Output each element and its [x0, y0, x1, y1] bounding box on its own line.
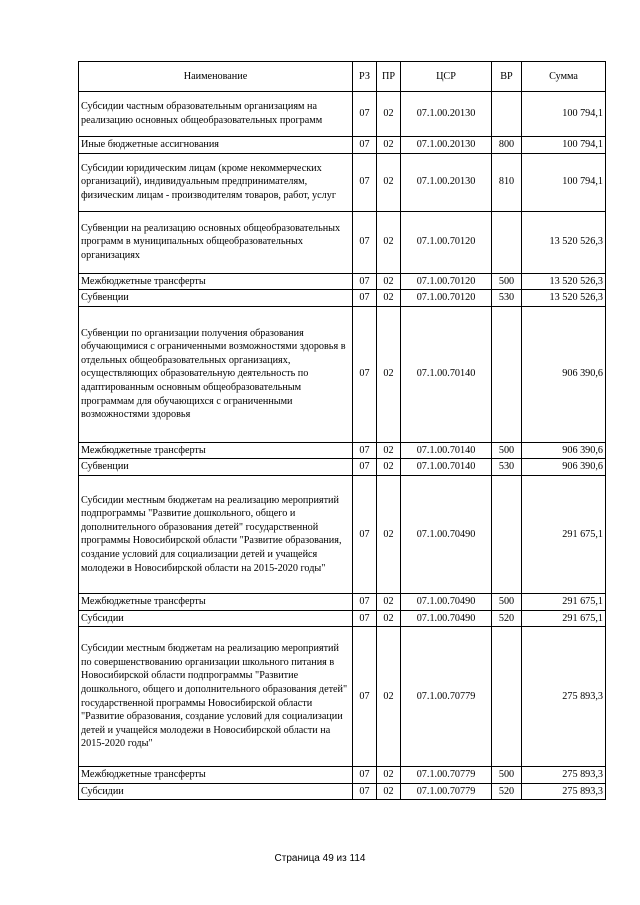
cell-pr: 02 — [377, 137, 401, 154]
table-row — [79, 767, 606, 784]
table-row — [79, 442, 606, 459]
cell-name: Субсидии частным образовательным организациям на реализацию основных общеобразовательных программ — [79, 92, 353, 137]
cell-vr: 810 — [492, 153, 522, 211]
cell-csr: 07.1.00.70490 — [401, 593, 492, 610]
cell-rz: 07 — [353, 211, 377, 273]
cell-pr: 02 — [377, 475, 401, 593]
cell-name: Межбюджетные трансферты — [79, 767, 353, 784]
cell-pr: 02 — [377, 783, 401, 800]
cell-sum: 100 794,1 — [522, 153, 606, 211]
cell-pr: 02 — [377, 92, 401, 137]
cell-csr: 07.1.00.70779 — [401, 767, 492, 784]
cell-csr: 07.1.00.70140 — [401, 459, 492, 476]
header-sum: Сумма — [522, 62, 606, 92]
cell-vr: 500 — [492, 273, 522, 290]
cell-name: Субсидии — [79, 783, 353, 800]
cell-rz: 07 — [353, 92, 377, 137]
cell-pr: 02 — [377, 153, 401, 211]
cell-name: Межбюджетные трансферты — [79, 442, 353, 459]
cell-name: Иные бюджетные ассигнования — [79, 137, 353, 154]
budget-table — [78, 61, 606, 800]
cell-csr: 07.1.00.70779 — [401, 783, 492, 800]
table-row — [79, 137, 606, 154]
cell-name: Субвенции по организации получения образования обучающимися с ограниченными возможностями здоровья в отдельных общеобразовательных организациях, осуществляющих образовательную деятельность по адаптированным основным общеобразовательным программам для обучающихся с ограниченными возможностями здоровья — [79, 306, 353, 442]
cell-name: Субсидии местным бюджетам на реализацию мероприятий по совершенствованию организации школьного питания в Новосибирской области подпрограммы "Развитие дошкольного, общего и дополнительного образования детей" государственной программы Новосибирской области "Развитие образования, создание условий для социализации детей и учащейся молодежи в Новосибирской области на 2015-2020 годы" — [79, 627, 353, 767]
header-name: Наименование — [79, 62, 353, 92]
table-row — [79, 290, 606, 307]
cell-vr: 520 — [492, 610, 522, 627]
cell-rz: 07 — [353, 137, 377, 154]
table-row — [79, 459, 606, 476]
cell-pr: 02 — [377, 593, 401, 610]
cell-vr — [492, 306, 522, 442]
cell-csr: 07.1.00.70490 — [401, 610, 492, 627]
cell-sum: 100 794,1 — [522, 137, 606, 154]
cell-pr: 02 — [377, 442, 401, 459]
cell-rz: 07 — [353, 273, 377, 290]
table-row — [79, 153, 606, 211]
cell-sum: 275 893,3 — [522, 767, 606, 784]
cell-rz: 07 — [353, 153, 377, 211]
cell-name: Межбюджетные трансферты — [79, 593, 353, 610]
header-rz: РЗ — [353, 62, 377, 92]
cell-name: Субвенции — [79, 459, 353, 476]
cell-sum: 100 794,1 — [522, 92, 606, 137]
cell-name: Субсидии местным бюджетам на реализацию мероприятий подпрограммы "Развитие дошкольного, общего и дополнительного образования детей" государственной программы Новосибирской области "Развитие образования, создание условий для социализации детей и учащейся молодежи в Новосибирской области на 2015-2020 годы" — [79, 475, 353, 593]
cell-sum: 906 390,6 — [522, 306, 606, 442]
table-row — [79, 475, 606, 593]
table-row — [79, 783, 606, 800]
header-vr: ВР — [492, 62, 522, 92]
cell-vr — [492, 92, 522, 137]
cell-rz: 07 — [353, 593, 377, 610]
cell-pr: 02 — [377, 627, 401, 767]
cell-vr: 500 — [492, 593, 522, 610]
cell-csr: 07.1.00.20130 — [401, 137, 492, 154]
cell-csr: 07.1.00.70140 — [401, 442, 492, 459]
cell-rz: 07 — [353, 459, 377, 476]
cell-sum: 13 520 526,3 — [522, 273, 606, 290]
table-row — [79, 211, 606, 273]
cell-rz: 07 — [353, 767, 377, 784]
table-row — [79, 593, 606, 610]
cell-sum: 13 520 526,3 — [522, 211, 606, 273]
table-row — [79, 92, 606, 137]
cell-vr: 800 — [492, 137, 522, 154]
cell-rz: 07 — [353, 783, 377, 800]
cell-vr — [492, 627, 522, 767]
cell-sum: 291 675,1 — [522, 610, 606, 627]
cell-vr: 520 — [492, 783, 522, 800]
cell-vr: 500 — [492, 442, 522, 459]
table-row — [79, 306, 606, 442]
cell-rz: 07 — [353, 306, 377, 442]
cell-vr: 530 — [492, 459, 522, 476]
cell-name: Субсидии — [79, 610, 353, 627]
cell-name: Субвенции на реализацию основных общеобразовательных программ в муниципальных общеобразовательных организациях — [79, 211, 353, 273]
cell-pr: 02 — [377, 767, 401, 784]
cell-pr: 02 — [377, 273, 401, 290]
cell-rz: 07 — [353, 627, 377, 767]
cell-rz: 07 — [353, 290, 377, 307]
cell-sum: 275 893,3 — [522, 783, 606, 800]
cell-pr: 02 — [377, 459, 401, 476]
header-csr: ЦСР — [401, 62, 492, 92]
cell-vr: 530 — [492, 290, 522, 307]
table-row — [79, 273, 606, 290]
table-header-row — [79, 62, 606, 92]
cell-csr: 07.1.00.20130 — [401, 92, 492, 137]
cell-csr: 07.1.00.70779 — [401, 627, 492, 767]
cell-csr: 07.1.00.70490 — [401, 475, 492, 593]
cell-sum: 906 390,6 — [522, 442, 606, 459]
page-number: Страница 49 из 114 — [274, 853, 366, 864]
cell-name: Межбюджетные трансферты — [79, 273, 353, 290]
cell-vr — [492, 475, 522, 593]
cell-csr: 07.1.00.70120 — [401, 290, 492, 307]
table-row — [79, 627, 606, 767]
cell-csr: 07.1.00.20130 — [401, 153, 492, 211]
cell-csr: 07.1.00.70120 — [401, 211, 492, 273]
cell-sum: 291 675,1 — [522, 593, 606, 610]
cell-name: Субсидии юридическим лицам (кроме некоммерческих организаций), индивидуальным предпринимателям, физическим лицам - производителям товаров, работ, услуг — [79, 153, 353, 211]
table-row — [79, 610, 606, 627]
cell-vr: 500 — [492, 767, 522, 784]
cell-pr: 02 — [377, 306, 401, 442]
cell-vr — [492, 211, 522, 273]
cell-pr: 02 — [377, 610, 401, 627]
cell-rz: 07 — [353, 442, 377, 459]
cell-sum: 906 390,6 — [522, 459, 606, 476]
header-pr: ПР — [377, 62, 401, 92]
cell-csr: 07.1.00.70140 — [401, 306, 492, 442]
cell-sum: 275 893,3 — [522, 627, 606, 767]
cell-rz: 07 — [353, 475, 377, 593]
cell-rz: 07 — [353, 610, 377, 627]
cell-sum: 13 520 526,3 — [522, 290, 606, 307]
cell-sum: 291 675,1 — [522, 475, 606, 593]
cell-csr: 07.1.00.70120 — [401, 273, 492, 290]
cell-pr: 02 — [377, 290, 401, 307]
cell-pr: 02 — [377, 211, 401, 273]
cell-name: Субвенции — [79, 290, 353, 307]
